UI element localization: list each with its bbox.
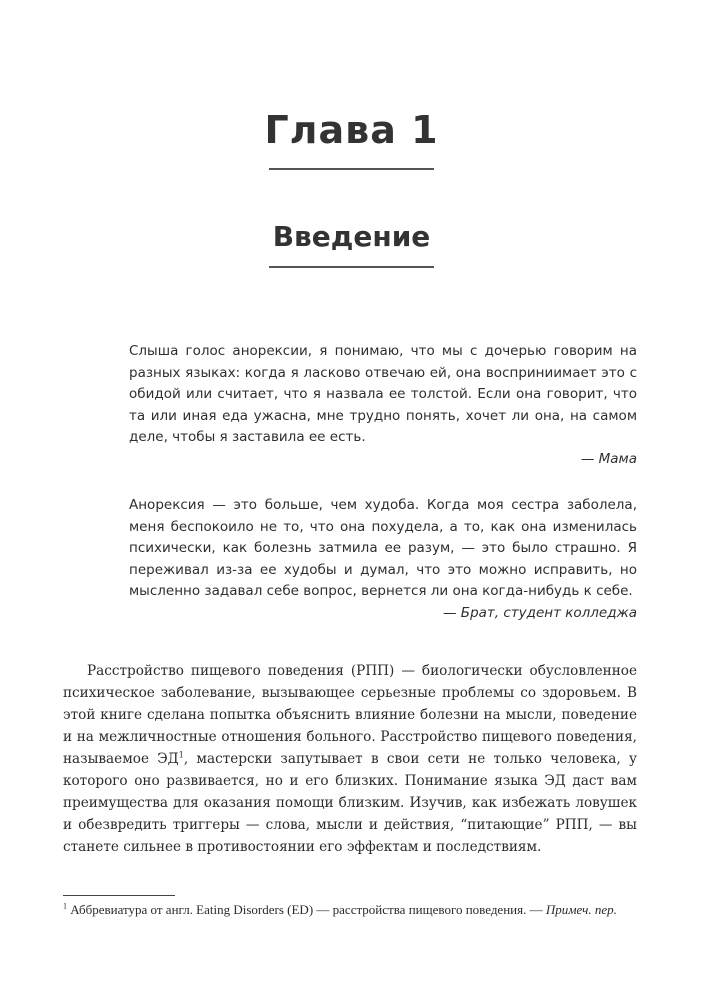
epigraph-1 [129, 341, 637, 470]
epigraph-2-text: Анорексия — это больше, чем худоба. Когда моя сестра заболела, меня беспокоило не то, что она похудела, а то, как она изменилась психически, как болезнь затмила ее разум, — это было страшно. Я переживал из-за ее худобы и думал, что это можно исправить, но мысленно задавал себе вопрос, вернется ли она когда-нибудь к себе. [129, 497, 637, 599]
body-paragraph [63, 660, 637, 858]
chapter-title: Глава 1 [264, 108, 439, 152]
section-title-underline [269, 266, 434, 268]
footnote-marker: 1 [63, 901, 67, 911]
footnote-separator [63, 895, 175, 896]
chapter-title-underline [269, 168, 434, 170]
body-text-part-2: , мастерски запутывает в свои сети не только человека, у которого оно развивается, но и его близких. Понимание языка ЭД даст вам преимущества для оказания помощи близким. Изучив, как избежать ловушек и обезвредить триггеры — слова, мысли и действия, “питающие” РПП, — вы станете сильнее в противостоянии его эффектам и последствиям. [63, 751, 637, 855]
epigraph-2 [129, 495, 637, 624]
footnote-text: Аббревиатура от англ. Eating Disorders (ED) — расстройства пищевого поведения. — [67, 902, 546, 917]
epigraph-2-attribution: — Брат, студент колледжа [443, 604, 637, 621]
epigraph-1-text: Слыша голос анорексии, я понимаю, что мы с дочерью говорим на разных языках: когда я ласково отвечаю ей, она восприниимает это с обидой или считает, что я назвала ее толстой. Если она говорит, что та или иная еда ужасна, мне трудно понять, хочет ли она, на самом деле, чтобы я заставила ее есть. [129, 343, 637, 445]
body-text-part-1: Расстройство пищевого поведения (РПП) — биологически обусловленное психическое заболевание, вызывающее серьезные проблемы со здоровьем. В этой книге сделана попытка объяснить влияние болезни на мысли, поведение и на межличностные отношения больного. Расстройство пищевого поведения, называемое ЭД [63, 663, 637, 767]
section-title: Введение [272, 220, 431, 253]
footnote-reference[interactable]: 1 [178, 750, 184, 760]
footnote [63, 900, 637, 919]
epigraph-1-attribution: — Мама [580, 450, 637, 467]
footnote-translator-note: Примеч. пер. [545, 902, 617, 917]
